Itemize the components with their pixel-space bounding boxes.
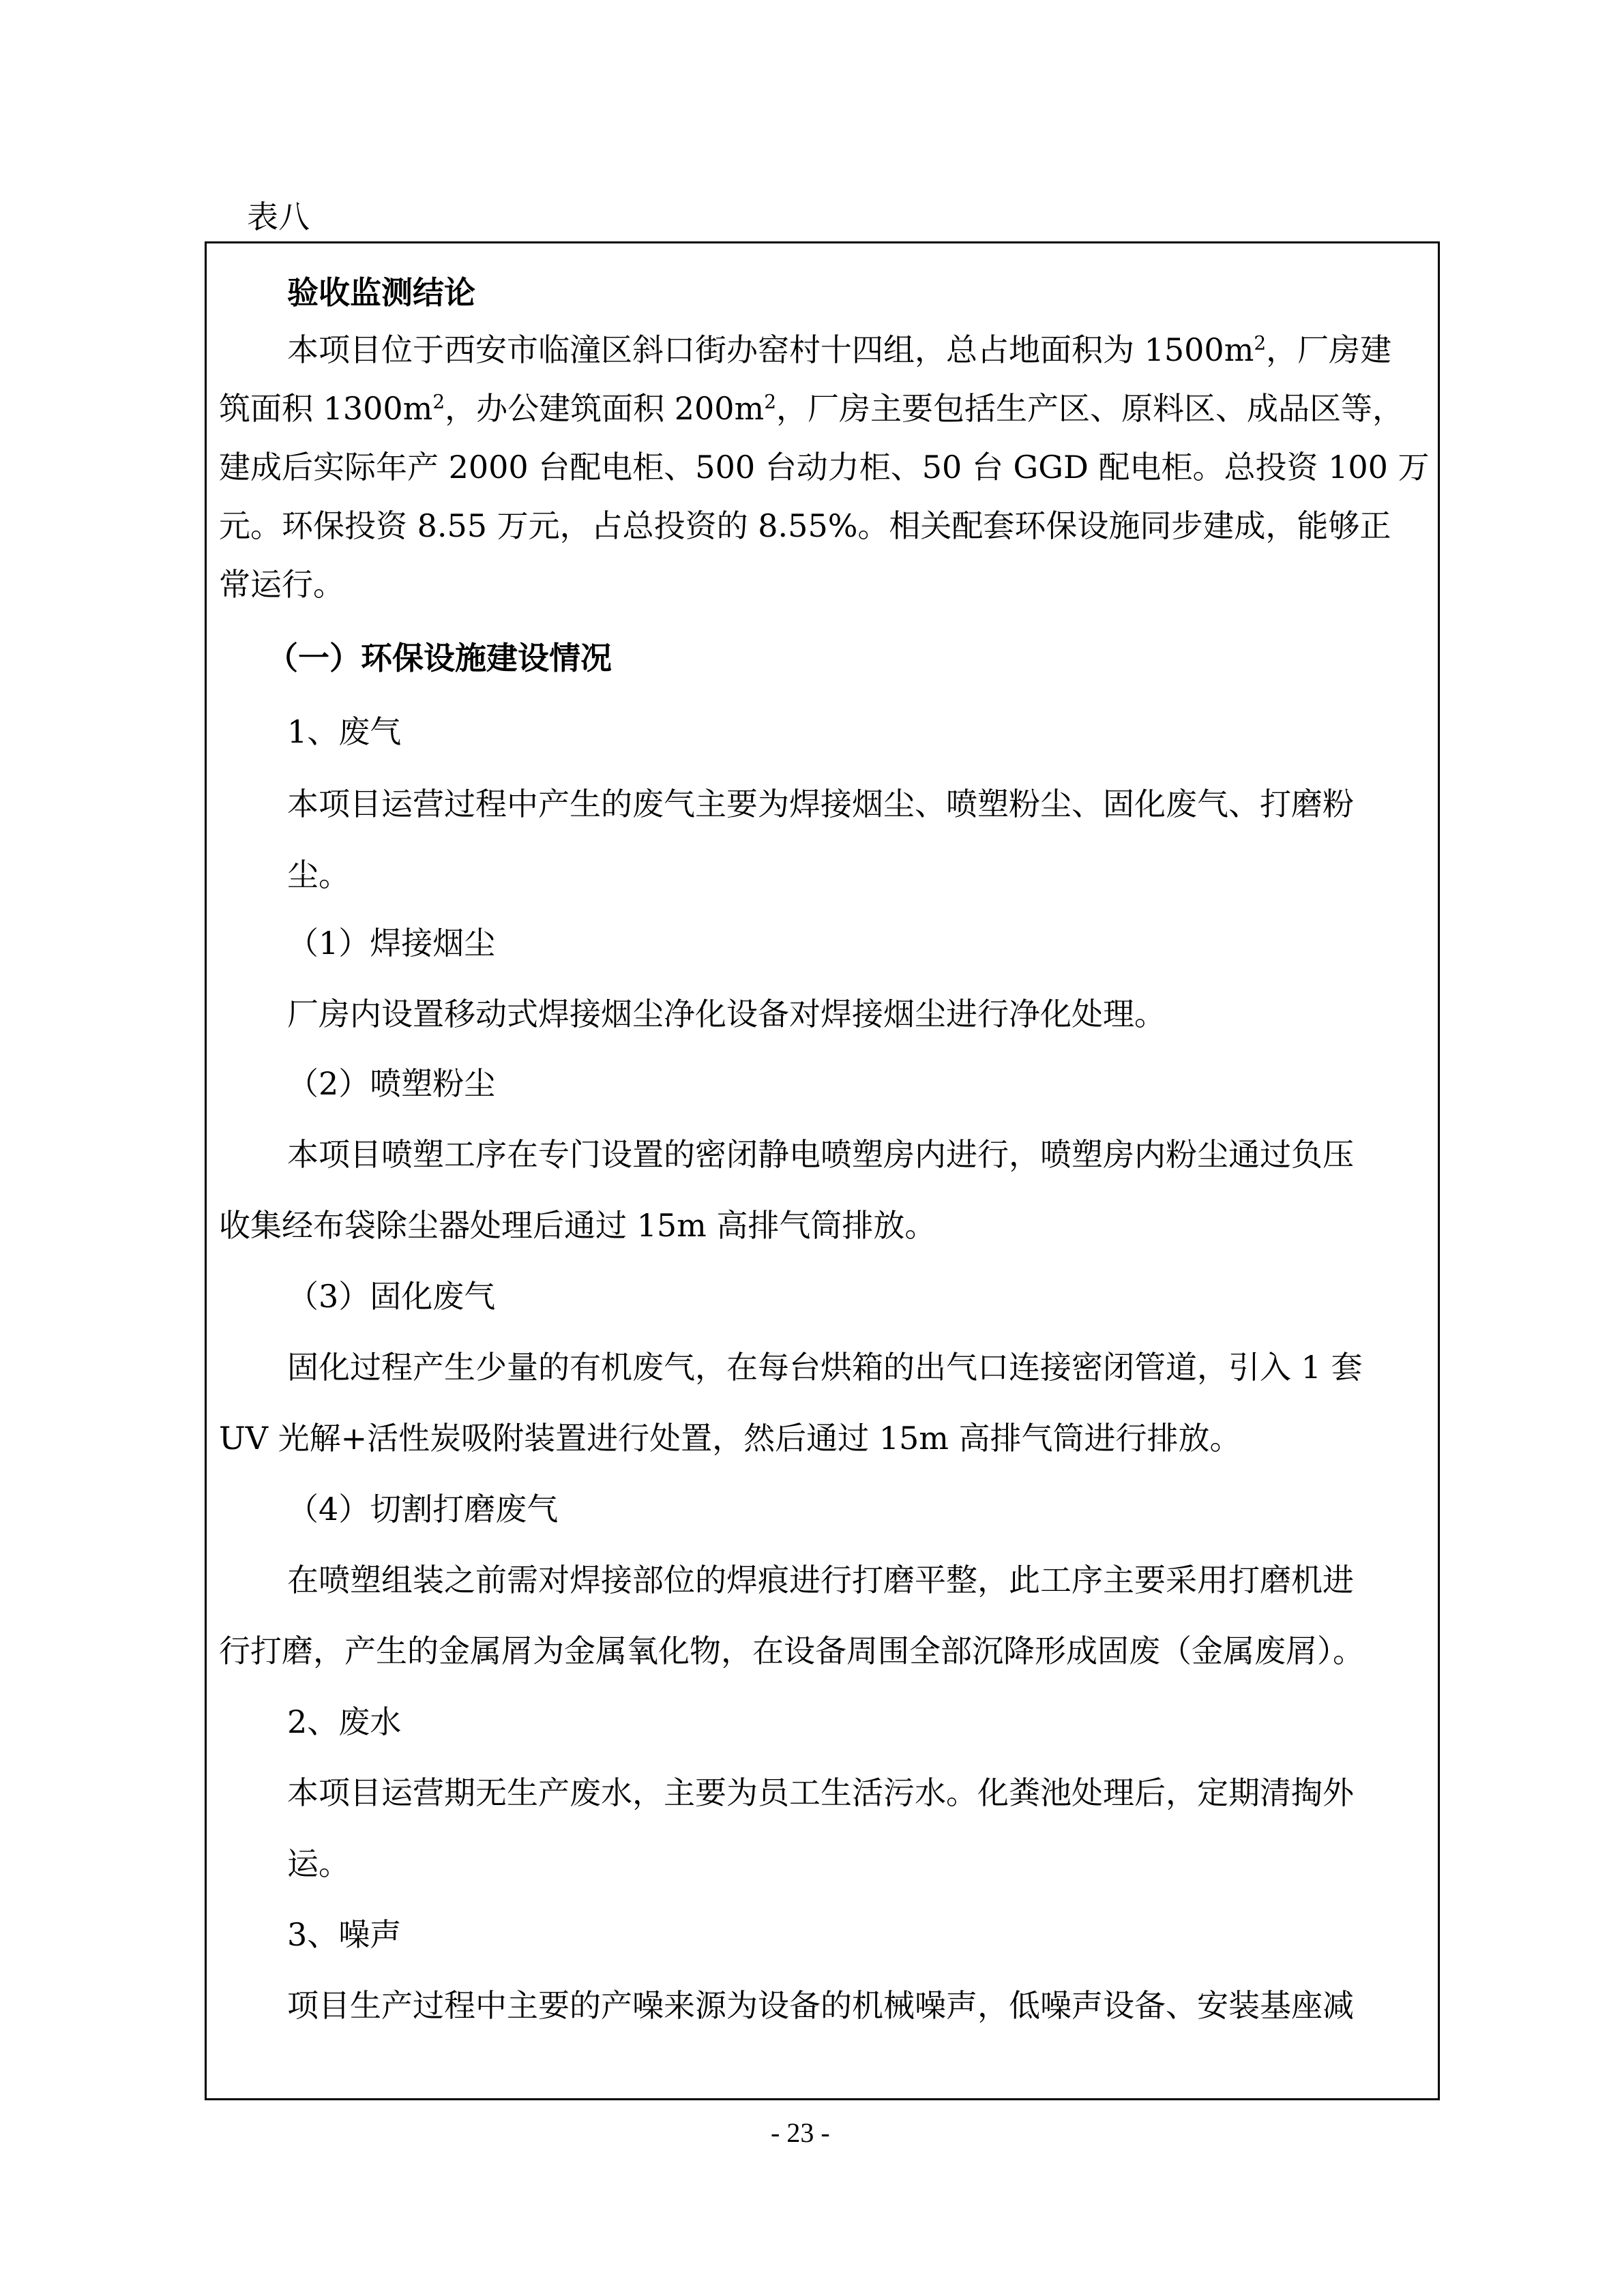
item4-text-1: 在喷塑组装之前需对焊接部位的焊痕进行打磨平整，此工序主要采用打磨机进 <box>287 1562 1354 1598</box>
intro-line-1: 本项目位于西安市临潼区斜口街办窑村十四组，总占地面积为 $1500m^2$，厂房建 <box>287 331 1392 368</box>
item1-heading: （1）焊接烟尘 <box>287 925 496 961</box>
sub3-text-1: 项目生产过程中主要的产噪来源为设备的机械噪声，低噪声设备、安装基座减 <box>287 1987 1354 2024</box>
item4-heading: （4）切割打磨废气 <box>287 1491 559 1527</box>
section1-heading: （一）环保设施建设情况 <box>267 640 612 676</box>
item2-heading: （2）喷塑粉尘 <box>287 1065 496 1102</box>
intro-line-5: 常运行。 <box>219 566 344 603</box>
sub1-heading: 1、废气 <box>287 713 402 750</box>
sub1-text-2: 尘。 <box>287 856 350 893</box>
item2-text-2: 收集经布袋除尘器处理后通过 15m 高排气筒排放。 <box>219 1207 936 1244</box>
item3-heading: （3）固化废气 <box>287 1278 496 1315</box>
item3-text-1: 固化过程产生少量的有机废气，在每台烘箱的出气口连接密闭管道，引入 1 套 <box>287 1349 1363 1386</box>
sub2-text-2: 运。 <box>287 1845 350 1882</box>
intro-line-4: 元。环保投资 8.55 万元，占总投资的 8.55%。相关配套环保设施同步建成，能够正 <box>219 507 1391 544</box>
item1-text: 厂房内设置移动式焊接烟尘净化设备对焊接烟尘进行净化处理。 <box>287 996 1166 1032</box>
conclusion-table <box>205 241 1440 2100</box>
page-number: - 23 - <box>771 2117 830 2148</box>
item3-text-2: UV 光解+活性炭吸附装置进行处置，然后通过 15m 高排气筒进行排放。 <box>219 1420 1241 1457</box>
intro-line-2: 筑面积 $1300m^2$，办公建筑面积 $200m^2$，厂房主要包括生产区、原料区、成品区等， <box>219 390 1404 427</box>
sub1-text-1: 本项目运营过程中产生的废气主要为焊接烟尘、喷塑粉尘、固化废气、打磨粉 <box>287 786 1354 822</box>
section-title: 验收监测结论 <box>287 274 475 311</box>
item4-text-2: 行打磨，产生的金属屑为金属氧化物，在设备周围全部沉降形成固废（金属废屑）。 <box>219 1632 1364 1669</box>
item2-text-1: 本项目喷塑工序在专门设置的密闭静电喷塑房内进行，喷塑房内粉尘通过负压 <box>287 1136 1354 1173</box>
table-label: 表八 <box>247 198 310 235</box>
sub3-heading: 3、噪声 <box>287 1916 402 1953</box>
intro-line-3: 建成后实际年产 2000 台配电柜、500 台动力柜、50 台 GGD 配电柜。总投资 100 万 <box>219 449 1430 486</box>
sub2-text-1: 本项目运营期无生产废水，主要为员工生活污水。化粪池处理后，定期清掏外 <box>287 1774 1354 1811</box>
sub2-heading: 2、废水 <box>287 1703 402 1740</box>
